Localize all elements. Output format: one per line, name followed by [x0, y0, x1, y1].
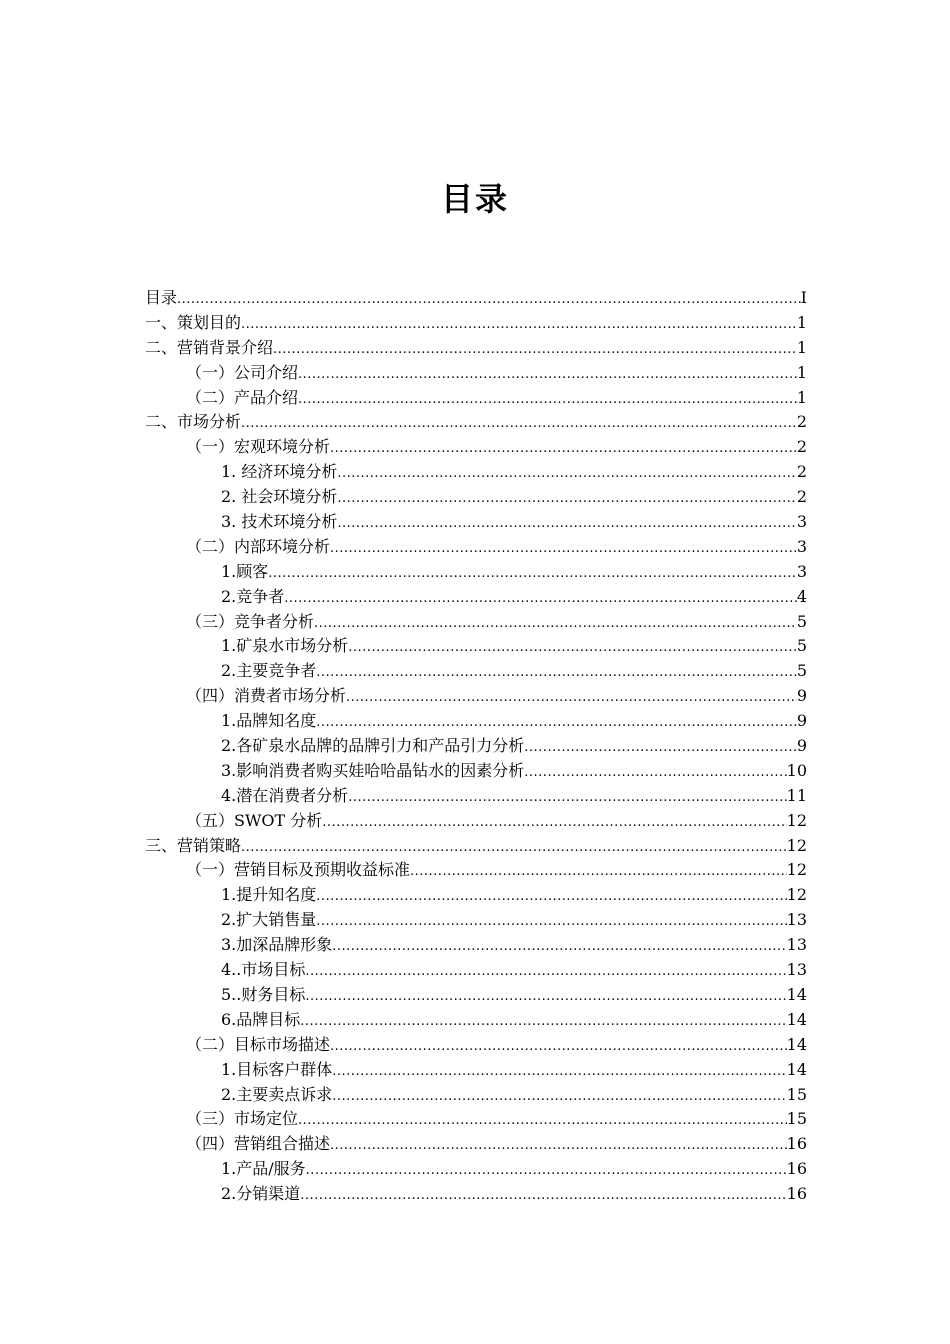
toc-entry-text: 4.潜在消费者分析	[221, 785, 349, 805]
page-title: 目录	[440, 180, 509, 219]
toc-entry[interactable]	[145, 858, 807, 883]
toc-dot-leader	[330, 1035, 787, 1060]
toc-page-number: 5	[796, 661, 807, 681]
toc-entry-text: 二、营销背景介绍	[145, 337, 274, 357]
toc-entry-text: 2.分销渠道	[221, 1184, 301, 1204]
toc-entry-text: 1.产品/服务	[221, 1159, 306, 1179]
toc-entry[interactable]	[145, 386, 807, 411]
toc-entry[interactable]	[145, 485, 807, 510]
toc-page-number: 2	[796, 462, 807, 482]
toc-entry[interactable]	[145, 1107, 807, 1132]
toc-entry[interactable]	[145, 286, 807, 311]
toc-page-number: 3	[796, 561, 807, 581]
toc-entry-text: （四）营销组合描述	[186, 1134, 331, 1154]
toc-entry[interactable]	[145, 535, 807, 560]
toc-page-number: 9	[796, 686, 807, 706]
toc-entry-text: 二、市场分析	[145, 412, 242, 432]
toc-entry-text: 3. 技术环境分析	[221, 512, 338, 532]
table-of-contents	[145, 286, 807, 1207]
toc-page-number: 15	[786, 1084, 807, 1104]
toc-dot-leader	[332, 1085, 786, 1110]
toc-dot-leader	[273, 338, 797, 363]
toc-dot-leader	[348, 786, 786, 811]
toc-page-number: 12	[786, 860, 807, 880]
toc-dot-leader	[330, 537, 797, 562]
toc-dot-leader	[348, 636, 797, 661]
toc-dot-leader	[305, 985, 786, 1010]
toc-entry-text: 1.目标客户群体	[221, 1059, 333, 1079]
toc-entry[interactable]	[145, 834, 807, 859]
toc-entry[interactable]	[145, 311, 807, 336]
toc-page-number: 2	[796, 412, 807, 432]
toc-page-number: 12	[786, 810, 807, 830]
toc-page-number: 14	[786, 1059, 807, 1079]
toc-dot-leader	[300, 1010, 786, 1035]
toc-entry[interactable]	[145, 883, 807, 908]
toc-entry-text: 1.顾客	[221, 561, 269, 581]
toc-entry-text: 1.提升知名度	[221, 885, 317, 905]
toc-dot-leader	[332, 1060, 786, 1085]
toc-page-number: 14	[786, 1034, 807, 1054]
toc-page-number: 10	[786, 760, 807, 780]
toc-entry[interactable]	[145, 1058, 807, 1083]
toc-page-number: 5	[796, 636, 807, 656]
toc-page-number: 5	[796, 611, 807, 631]
toc-entry-text: 1.矿泉水市场分析	[221, 636, 349, 656]
toc-entry[interactable]	[145, 983, 807, 1008]
toc-entry[interactable]	[145, 784, 807, 809]
toc-page-number: 2	[796, 437, 807, 457]
toc-entry-text: 目录	[145, 288, 178, 307]
toc-page-number: 4	[796, 586, 807, 606]
toc-entry[interactable]	[145, 659, 807, 684]
toc-dot-leader	[314, 612, 797, 637]
toc-entry[interactable]	[145, 734, 807, 759]
toc-entry-text: 1.品牌知名度	[221, 711, 317, 731]
toc-page-number: 1	[796, 362, 807, 382]
toc-page-number: 13	[786, 910, 807, 930]
toc-dot-leader	[330, 1134, 787, 1159]
toc-dot-leader	[337, 462, 796, 487]
toc-entry-text: 一、策划目的	[145, 312, 242, 332]
toc-dot-leader	[337, 487, 796, 512]
toc-entry-text: 2.竞争者	[221, 586, 285, 606]
toc-dot-leader	[177, 288, 801, 313]
toc-entry[interactable]	[145, 410, 807, 435]
toc-page-number: 12	[786, 885, 807, 905]
toc-page-number: 14	[786, 1009, 807, 1029]
toc-entry[interactable]	[145, 560, 807, 585]
toc-page-number: 1	[796, 312, 807, 332]
toc-entry-text: （一）宏观环境分析	[186, 437, 331, 457]
toc-entry-text: 2.主要卖点诉求	[221, 1084, 333, 1104]
toc-entry[interactable]	[145, 336, 807, 361]
toc-entry-text: （五）SWOT 分析	[186, 810, 323, 830]
toc-entry[interactable]	[145, 709, 807, 734]
toc-dot-leader	[241, 412, 797, 437]
toc-page-number: 16	[786, 1184, 807, 1204]
toc-dot-leader	[298, 363, 797, 388]
toc-entry[interactable]	[145, 1132, 807, 1157]
toc-dot-leader	[330, 437, 797, 462]
toc-entry[interactable]	[145, 1083, 807, 1108]
toc-dot-leader	[305, 960, 786, 985]
toc-entry[interactable]	[145, 958, 807, 983]
toc-entry[interactable]	[145, 585, 807, 610]
toc-entry-text: 2. 社会环境分析	[221, 487, 338, 507]
toc-dot-leader	[322, 811, 786, 836]
toc-dot-leader	[346, 686, 797, 711]
toc-entry-text: （四）消费者市场分析	[186, 686, 347, 706]
toc-page-number: 15	[786, 1109, 807, 1129]
toc-page-number: 11	[786, 785, 807, 805]
toc-dot-leader	[524, 736, 797, 761]
toc-entry[interactable]	[145, 610, 807, 635]
toc-dot-leader	[241, 836, 787, 861]
toc-page-number: 9	[796, 711, 807, 731]
toc-entry-text: （二）内部环境分析	[186, 536, 331, 556]
toc-entry-text: 5..财务目标	[221, 984, 306, 1004]
toc-entry[interactable]	[145, 759, 807, 784]
toc-entry[interactable]	[145, 684, 807, 709]
toc-entry-text: 2.扩大销售量	[221, 910, 317, 930]
toc-entry[interactable]	[145, 460, 807, 485]
toc-page-number: 16	[786, 1134, 807, 1154]
toc-entry[interactable]	[145, 1033, 807, 1058]
toc-entry-text: （一）公司介绍	[186, 362, 299, 382]
toc-dot-leader	[300, 1184, 786, 1209]
toc-dot-leader	[268, 562, 797, 587]
toc-entry-text: （二）产品介绍	[186, 387, 299, 407]
toc-page-number: 3	[796, 536, 807, 556]
toc-entry-text: 2.主要竞争者	[221, 661, 317, 681]
toc-entry-text: 3.加深品牌形象	[221, 935, 333, 955]
toc-dot-leader	[284, 587, 797, 612]
toc-entry[interactable]	[145, 435, 807, 460]
toc-entry-text: （二）目标市场描述	[186, 1034, 331, 1054]
toc-page-number: 1	[796, 387, 807, 407]
toc-entry[interactable]	[145, 1182, 807, 1207]
toc-entry-text: 1. 经济环境分析	[221, 462, 338, 482]
toc-entry-text: 2.各矿泉水品牌的品牌引力和产品引力分析	[221, 736, 525, 756]
toc-entry[interactable]	[145, 1008, 807, 1033]
toc-page-number: 2	[796, 487, 807, 507]
toc-dot-leader	[316, 711, 797, 736]
toc-dot-leader	[298, 1109, 787, 1134]
toc-page-number: 1	[796, 337, 807, 357]
toc-entry[interactable]	[145, 361, 807, 386]
toc-dot-leader	[524, 761, 786, 786]
toc-entry[interactable]	[145, 908, 807, 933]
toc-entry-text: 三、营销策略	[145, 835, 242, 855]
toc-entry[interactable]	[145, 510, 807, 535]
toc-entry-text: （三）竞争者分析	[186, 611, 315, 631]
toc-dot-leader	[316, 661, 797, 686]
toc-dot-leader	[298, 388, 797, 413]
toc-entry-text: 3.影响消费者购买娃哈哈晶钻水的因素分析	[221, 760, 525, 780]
toc-dot-leader	[306, 1159, 787, 1184]
toc-dot-leader	[337, 512, 796, 537]
toc-dot-leader	[316, 885, 786, 910]
toc-entry-text: （三）市场定位	[186, 1109, 299, 1129]
toc-page-number: 9	[796, 736, 807, 756]
toc-entry-text: 6.品牌目标	[221, 1009, 301, 1029]
toc-entry[interactable]	[145, 933, 807, 958]
toc-page-number: 16	[786, 1159, 807, 1179]
toc-entry[interactable]	[145, 634, 807, 659]
toc-entry[interactable]	[145, 1157, 807, 1182]
toc-page-number: 13	[786, 960, 807, 980]
toc-page-number: 13	[786, 935, 807, 955]
toc-dot-leader	[241, 313, 797, 338]
toc-dot-leader	[410, 860, 787, 885]
toc-page-number: 14	[786, 984, 807, 1004]
toc-entry[interactable]	[145, 809, 807, 834]
toc-entry-text: 4..市场目标	[221, 960, 306, 980]
toc-page-number: 3	[796, 512, 807, 532]
toc-page-number: I	[800, 288, 807, 307]
toc-page-number: 12	[786, 835, 807, 855]
toc-entry-text: （一）营销目标及预期收益标准	[186, 860, 411, 880]
toc-dot-leader	[332, 935, 786, 960]
toc-dot-leader	[316, 910, 786, 935]
